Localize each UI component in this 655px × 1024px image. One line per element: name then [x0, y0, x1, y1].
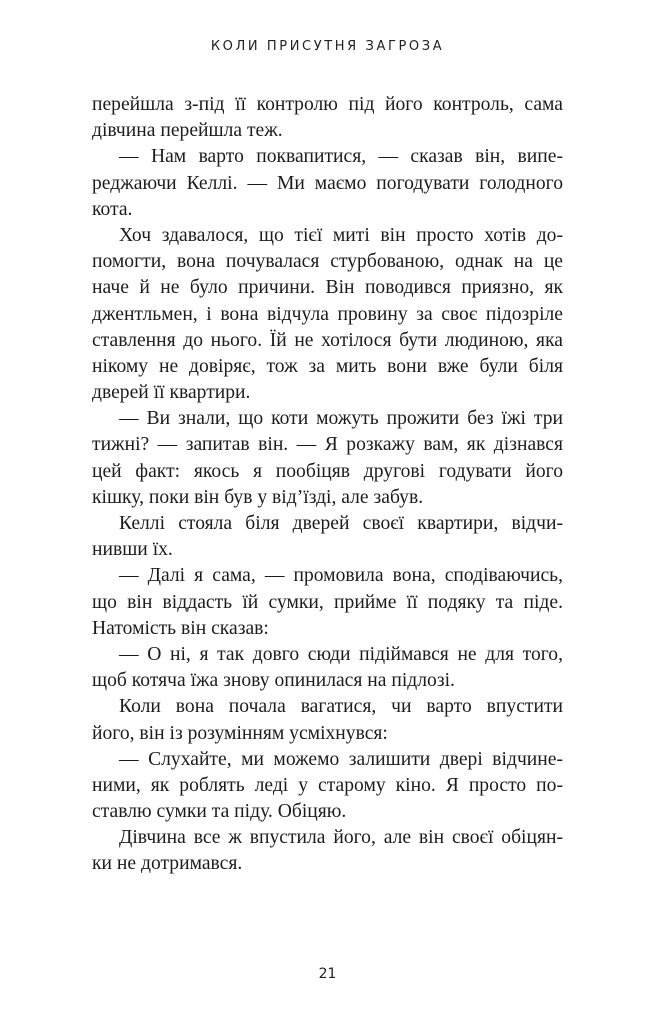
text-line: помогти, вона почувалася стурбованою, однак на це — [92, 251, 563, 273]
paragraph — [92, 694, 563, 746]
text-line: Натомість він сказав: — [92, 617, 269, 639]
paragraph — [92, 511, 563, 563]
text-line: Келлі стояла біля дверей своєї квартири, відчи- — [119, 513, 563, 534]
text-line: ставлю сумки та піду. Обіцяю. — [92, 801, 347, 823]
text-line: — О ні, я так довго сюди підіймався не для того, — [119, 643, 563, 665]
text-line: реджаючи Келлі. — Ми маємо погодувати голодного — [92, 172, 563, 194]
text-line: що він віддасть їй сумки, прийме її подяку та піде. — [92, 591, 563, 613]
text-line: його, він із розумінням усміхнувся: — [92, 722, 388, 744]
paragraph — [92, 92, 563, 144]
text-line: — Ви знали, що коти можуть прожити без їжі три — [119, 408, 563, 430]
text-line: дівчина перейшла теж. — [92, 120, 283, 142]
text-line: Коли вона почала вагатися, чи варто впустити — [119, 696, 563, 718]
paragraph — [92, 144, 563, 223]
text-line: Дівчина все ж впустила його, але він своєї обіцян- — [119, 827, 563, 849]
text-line: цей факт: якось я пообіцяв другові годувати його — [92, 460, 563, 482]
text-line: наче й не було причини. Він поводився приязно, як — [92, 277, 563, 299]
text-line: ки не дотримався. — [92, 853, 243, 875]
text-line: тижні? — запитав він. — Я розкажу вам, як дізнався — [92, 434, 563, 456]
page-number: 21 — [318, 966, 337, 982]
running-head: КОЛИ ПРИСУТНЯ ЗАГРОЗА — [210, 39, 445, 54]
text-line: — Далі я сама, — промовила вона, сподіваючись, — [119, 565, 563, 587]
text-line: кішку, поки він був у від’їзді, але забув. — [92, 486, 424, 508]
paragraph — [92, 825, 563, 877]
text-line: ставлення до нього. Їй не хотілося бути людиною, яка — [92, 329, 563, 351]
paragraph — [92, 747, 563, 826]
text-line: перейшла з-під її контролю під його контроль, сама — [92, 94, 563, 115]
text-line: дверей її квартири. — [92, 382, 251, 404]
paragraph — [92, 642, 563, 694]
text-line: ними, як роблять леді у старому кіно. Я просто по- — [92, 774, 563, 796]
paragraph — [92, 223, 563, 406]
text-line: кота. — [92, 198, 133, 220]
text-line: Хоч здавалося, що тієї миті він просто хотів до- — [119, 224, 563, 246]
text-line: — Нам варто поквапитися, — сказав він, випе- — [119, 146, 563, 168]
text-line: — Слухайте, ми можемо залишити двері відчине- — [119, 748, 563, 770]
text-line: щоб котяча їжа знову опинилася на підлозі. — [92, 670, 455, 692]
text-line: нивши їх. — [92, 539, 173, 561]
paragraph — [92, 406, 563, 511]
text-line: джентльмен, і вона відчула провину за своє підозріле — [92, 303, 563, 325]
body-text — [92, 92, 563, 878]
paragraph — [92, 563, 563, 642]
text-line: нікому не довіряє, тож за мить вони вже були біля — [92, 355, 563, 377]
